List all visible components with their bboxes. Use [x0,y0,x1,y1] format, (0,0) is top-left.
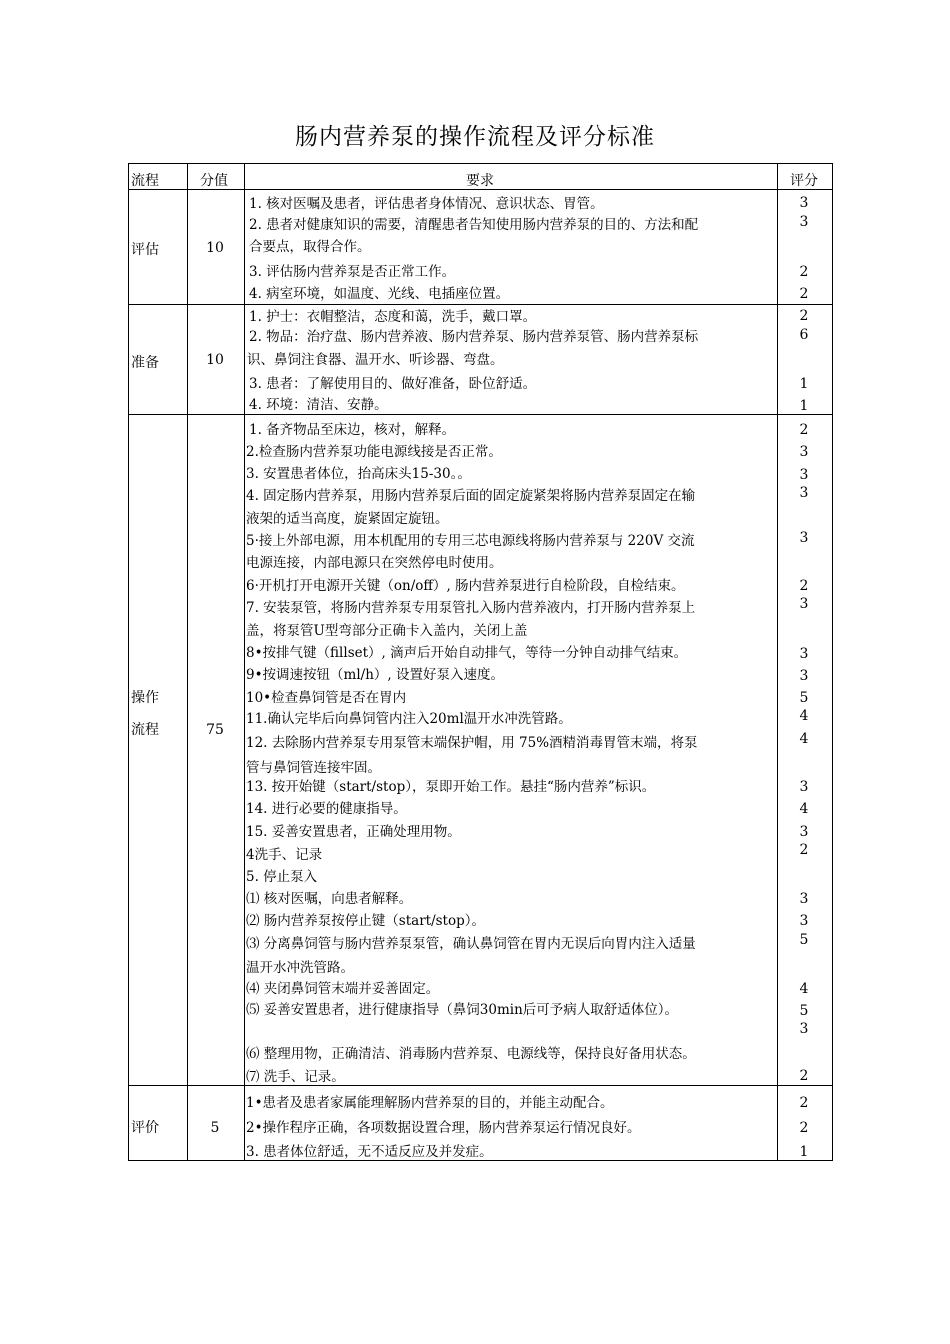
requirement-line: 1. 护士：衣帽整洁，态度和蔼，洗手，戴口罩。 [249,309,537,325]
requirement-line: ⑶ 分离鼻饲管与肠内营养泵泵管，确认鼻饲管在胃内无误后向胃内注入适量 [246,936,696,952]
requirement-line: 11.确认完毕后向鼻饲管内注入20ml温开水冲洗管路。 [246,711,572,727]
score-value: 3 [799,485,809,501]
header-points: 分值 [200,173,228,189]
score-value: 4 [799,981,809,997]
requirement-line: 盖，将泵管U型弯部分正确卡入盖内，关闭上盖 [246,623,528,639]
score-value: 3 [799,467,809,483]
score-value: 3 [799,913,809,929]
requirement-line: 7. 安装泵管，将肠内营养泵专用泵管扎入肠内营养液内，打开肠内营养泵上 [246,600,696,616]
section-name: 流程 [131,722,159,738]
requirement-line: 3. 患者体位舒适，无不适反应及并发症。 [246,1144,493,1160]
section-name: 准备 [131,355,159,371]
score-value: 2 [799,1068,809,1084]
requirement-line: 12. 去除肠内营养泵专用泵管末端保护帽，用 75%酒精消毒胃管末端，将泵 [246,735,698,751]
score-value: 3 [799,824,809,840]
score-value: 1 [799,398,809,414]
requirement-line: 10•检查鼻饲管是否在胃内 [246,690,407,706]
score-value: 2 [799,308,809,324]
score-value: 4 [799,801,809,817]
score-value: 2 [799,1120,809,1136]
score-value: 3 [799,668,809,684]
requirement-line: 2. 患者对健康知识的需要，清醒患者告知使用肠内营养泵的目的、方法和配 [249,217,699,233]
requirement-line: 4. 环境：清洁、安静。 [249,397,388,413]
section-points: 75 [206,722,224,738]
requirement-line: 5·接上外部电源，用本机配用的专用三芯电源线将肠内营养泵与 220V 交流 [246,533,695,549]
score-value: 3 [799,195,809,211]
score-value: 3 [799,1021,809,1037]
requirement-line: 3. 安置患者体位，抬高床头15-30。。 [246,466,471,482]
header-requirement: 要求 [466,173,494,189]
requirement-line: 8•按排气键（fillset）, 滴声后开始自动排气，等待一分钟自动排气结束。 [246,645,688,661]
requirement-line: 13. 按开始键（start/stop），泵即开始工作。悬挂“肠内营养”标识。 [246,779,656,795]
requirement-line: 识、鼻饲注食器、温开水、听诊器、弯盘。 [247,352,504,368]
requirement-line: 2. 物品：治疗盘、肠内营养液、肠内营养泵、肠内营养泵管、肠内营养泵标 [249,329,699,345]
section-points: 10 [206,240,224,256]
score-value: 2 [799,1095,809,1111]
requirement-line: 管与鼻饲管连接牢固。 [246,760,381,776]
requirement-line: 4. 病室环境，如温度、光线、电插座位置。 [249,286,510,302]
requirement-line: 合要点，取得合作。 [249,239,371,255]
requirement-line: 1. 备齐物品至床边，核对，解释。 [249,422,456,438]
requirement-line: 电源连接，内部电源只在突然停电时使用。 [246,555,503,571]
score-value: 2 [799,264,809,280]
score-value: 3 [799,444,809,460]
requirement-line: ⑷ 夹闭鼻饲管末端并妥善固定。 [246,981,440,997]
score-value: 1 [799,376,809,392]
score-value: 3 [799,214,809,230]
score-value: 3 [799,891,809,907]
section-name: 评价 [131,1120,159,1136]
requirement-line: ⑸ 妥善安置患者，进行健康指导（鼻饲30min后可予病人取舒适体位）。 [246,1002,679,1018]
score-value: 4 [799,731,809,747]
score-value: 2 [799,578,809,594]
page-title: 肠内营养泵的操作流程及评分标准 [295,124,655,150]
requirement-line: 2.检查肠内营养泵功能电源线接是否正常。 [246,444,502,460]
score-value: 6 [799,327,809,343]
score-value: 5 [799,1003,809,1019]
score-value: 4 [799,708,809,724]
requirement-line: 14. 进行必要的健康指导。 [246,801,407,817]
score-value: 2 [799,286,809,302]
requirement-line: ⑴ 核对医嘱，向患者解释。 [246,891,413,907]
score-value: 3 [799,596,809,612]
score-value: 2 [799,422,809,438]
requirement-line: 1. 核对医嘱及患者，评估患者身体情况、意识状态、胃管。 [249,196,604,212]
requirement-line: 2•操作程序正确，各项数据设置合理，肠内营养泵运行情况良好。 [246,1120,641,1136]
requirement-line: 3. 评估肠内营养泵是否正常工作。 [249,264,456,280]
requirement-line: 4洗手、记录 [246,847,323,863]
requirement-line: 液架的适当高度，旋紧固定旋钮。 [246,511,449,527]
header-section: 流程 [131,173,159,189]
requirement-line: 温开水冲洗管路。 [246,960,354,976]
section-points: 5 [210,1120,220,1136]
score-value: 3 [799,779,809,795]
requirement-line: 3. 患者：了解使用目的、做好准备，卧位舒适。 [249,376,537,392]
score-value: 3 [799,646,809,662]
requirement-line: ⑵ 肠内营养泵按停止键（start/stop）。 [246,913,485,929]
requirement-line: 4. 固定肠内营养泵，用肠内营养泵后面的固定旋紧架将肠内营养泵固定在输 [246,488,696,504]
score-value: 3 [799,530,809,546]
header-score: 评分 [790,173,818,189]
requirement-line: ⑺ 洗手、记录。 [246,1069,345,1085]
score-value: 5 [799,690,809,706]
requirement-line: ⑹ 整理用物，正确清洁、消毒肠内营养泵、电源线等，保持良好备用状态。 [246,1046,696,1062]
score-value: 5 [799,932,809,948]
score-value: 2 [799,842,809,858]
requirement-line: 5. 停止泵入 [246,869,318,885]
requirement-line: 15. 妥善安置患者，正确处理用物。 [246,824,461,840]
section-points: 10 [206,352,224,368]
requirement-line: 9•按调速按钮（ml/h）, 设置好泵入速度。 [246,667,504,683]
requirement-line: 1•患者及患者家属能理解肠内营养泵的目的，并能主动配合。 [246,1095,614,1111]
requirement-line: 6·开机打开电源开关键（on/off）, 肠内营养泵进行自检阶段，自检结束。 [246,578,685,594]
section-name: 操作 [131,690,159,706]
score-value: 1 [799,1144,809,1160]
section-name: 评估 [131,242,159,258]
